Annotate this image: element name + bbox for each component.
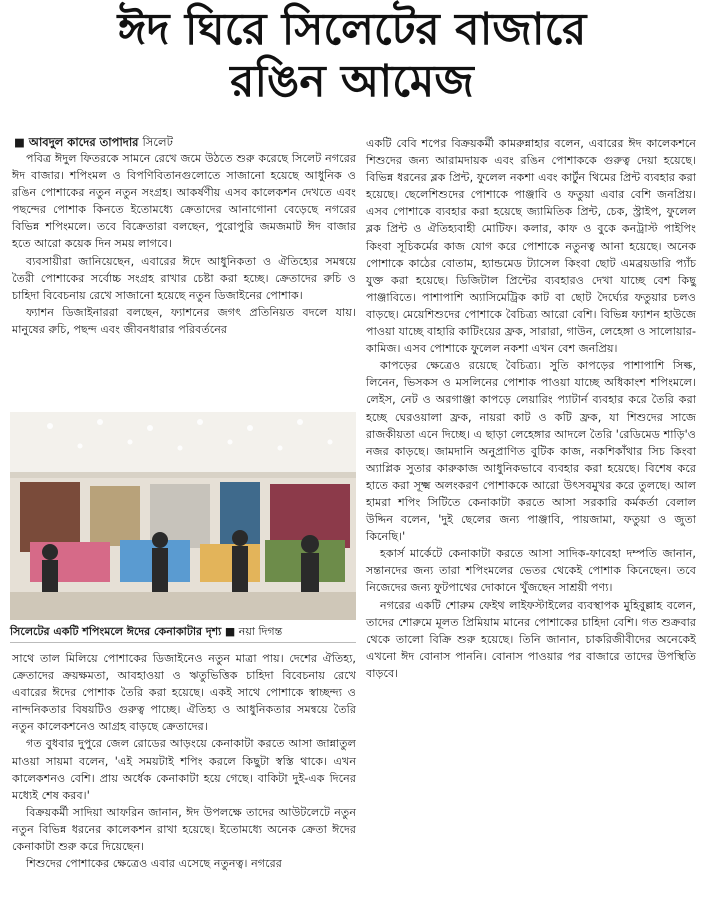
paragraph: একটি বেবি শপের বিক্রয়কর্মী কামরুন্নাহার বলেন, এবারের ঈদ কালেকশনে শিশুদের জন্য আরামদায়ক এবং রঙিন পোশাককে গুরুত্ব দেয়া হয়েছে। বিভিন্ন ধরনের ব্লক প্রিন্ট, ফুলেল নকশা এবং কার্টুন থিমের প্রিন্ট ব্যবহার করা হয়েছে। ছেলেশিশুদের পোশাকে পাঞ্জাবি ও ফতুয়া এবার বেশি জনপ্রিয়। এসব পোশাকে ব্যবহার করা হয়েছে জ্যামিতিক প্রিন্ট, চেক, স্ট্রাইপ, ফুলেল ব্লক প্রিন্ট ও ঐতিহ্যবাহী মোটিফ। কলার, কাফ ও বুকে কনট্রাস্ট পাইপিং কিংবা সূচিকর্মের কাজ যোগ করে পোশাকে নতুনত্ব আনা হয়েছে। অনেক পোশাকে কাঠের বোতাম, হ্যান্ডমেড ট্যাসেল কিংবা ছোট এমব্রয়ডারি প্যাঁচ যুক্ত করা হয়েছে। ডিজিটাল প্রিন্টের ব্যবহারও দেখা যাচ্ছে বেশ কিছু পাঞ্জাবিতে। পাশাপাশি অ্যাসিমেট্রিক কাট বা ছোট দৈর্ঘ্যের ফতুয়ার চলও বাড়ছে। মেয়েশিশুদের পোশাকে বৈচিত্র্য আরো বেশি। বিভিন্ন ফ্যাশন হাউজে পাওয়া যাচ্ছে বাহারি কাটিংয়ের ফ্রক, সারারা, গাউন, লেহেঙ্গা ও সালোয়ার-কামিজ। এসব পোশাকে ফুলেল নকশা এখন বেশ জনপ্রিয়। <box>366 137 696 356</box>
caption-divider <box>10 642 356 643</box>
byline-location: সিলেট <box>142 135 173 149</box>
paragraph: সাথে তাল মিলিয়ে পোশাকের ডিজাইনেও নতুন মাত্রা পায়। দেশের ঐতিহ্য, ক্রেতাদের ক্রয়ক্ষমতা, আবহাওয়া ও ঋতুভিত্তিক চাহিদা বিবেচনায় রেখে এবারের ঈদের পোশাক তৈরি করা হয়েছে। একই সাথে পোশাকে স্বাচ্ছন্দ্য ও নান্দনিকতার বিষয়টিও গুরুত্ব পাচ্ছে। ঐতিহ্য ও আধুনিকতার সমন্বয়ে তৈরি নতুন কালেকশনেও আগ্রহ বাড়ছে ক্রেতাদের। <box>12 652 356 734</box>
shopping-mall-photo <box>10 412 356 620</box>
paragraph: ফ্যাশন ডিজাইনাররা বলছেন, ফ্যাশনের জগৎ প্রতিনিয়ত বদলে যায়। মানুষের রুচি, পছন্দ এবং জীবনধারার পরিবর্তনের <box>12 305 356 336</box>
article-headline <box>0 4 704 108</box>
photo-credit: নয়া দিগন্ত <box>238 625 283 638</box>
paragraph: শিশুদের পোশাকের ক্ষেত্রেও এবার এসেছে নতুনত্ব। নগরের <box>26 857 282 871</box>
headline-line-1: ঈদ ঘিরে সিলেটের বাজারে <box>117 4 587 55</box>
caption-text: সিলেটের একটি শপিংমলে ঈদের কেনাকাটার দৃশ্য <box>10 625 222 638</box>
paragraph: পবিত্র ঈদুল ফিতরকে সামনে রেখে জমে উঠতে শুরু করেছে সিলেট নগরের ঈদ বাজার। শপিংমল ও বিপণিবিতানগুলোতে সাজানো হয়েছে আধুনিক ও রঙিন পোশাকের নতুন নতুন সংগ্রহ। আকর্ষণীয় এসব কালেকশন দেখতে এবং পছন্দের পোশাক কিনতে ইতোমধ্যে ক্রেতাদের আনাগোনা বেড়েছে নগরের বিভিন্ন শপিংমলে। তবে বিক্রেতারা বলছেন, পুরোপুরি জমজমাট ঈদ বাজার হতে আরো কয়েক দিন সময় লাগবে। <box>12 152 356 251</box>
byline <box>14 134 354 150</box>
right-column <box>366 135 696 682</box>
left-column-bottom <box>12 650 356 872</box>
paragraph: ব্যবসায়ীরা জানিয়েছেন, এবারের ঈদে আধুনিকতা ও ঐতিহ্যের সমন্বয়ে তৈরী পোশাকের সর্বোচ্চ সংগ্রহ রাখার চেষ্টা করা হচ্ছে। ক্রেতাদের রুচি ও চাহিদা বিবেচনায় রেখে সাজানো হয়েছে নতুন ডিজাইনের পোশাক। <box>12 254 356 302</box>
byline-author: আবদুল কাদের তাপাদার <box>28 135 139 149</box>
bullet-icon: ■ <box>14 135 29 149</box>
paragraph: নগরের একটি শোরুম ফেইথ লাইফস্টাইলের ব্যবস্থাপক মুহিবুল্লাহ বলেন, তাদের শোরুমে মূলত প্রিমিয়াম মানের পোশাকের চাহিদা বেশি। গত শুক্রবার থেকে তালো বিক্রি শুরু হয়েছে। তিনি জানান, চাকরিজীবীদের অনেকেই এখনো ঈদ বোনাস পাননি। বোনাস পাওয়ার পর বাজারে তাদের উপস্থিতি বাড়বে। <box>366 598 696 680</box>
paragraph: কাপড়ের ক্ষেত্রেও রয়েছে বৈচিত্র্য। সুতি কাপড়ের পাশাপাশি সিল্ক, লিনেন, ভিসকস ও মসলিনের পোশাক পাওয়া যাচ্ছে অধিকাংশ শপিংমলে। লেইস, নেট ও অরগাঞ্জা কাপড়ে লেয়ারিং প্যাটার্ন ব্যবহার করে তৈরি করা হচ্ছে ঘেরওয়ালা ফ্রক, নায়রা কাট ও কটি ফ্রক, যা শিশুদের সাজে রাজকীয়তা এনে দিচ্ছে। এ ছাড়া লেহেঙ্গার আদলে তৈরি 'রেডিমেড শাড়ি'ও নজর কাড়ছে। জামদানি অনুপ্রাণিত বুটিক কাজ, নকশিকাঁথার সিচ কিংবা অ্যাপ্লিক সুতার কারুকাজ আধুনিকভাবে ব্যবহার করা হয়েছে। বিশেষ করে হাতে করা সূক্ষ্ম অলংকরণ পোশাককে আরো উৎসবমুখর করে তুলছে। আল হামরা শপিং সিটিতে কেনাকাটা করতে আসা সরকারি কর্মকর্তা বেলাল উদ্দিন বলেন, 'দুই ছেলের জন্য পাঞ্জাবি, পায়জামা, ফতুয়া ও জুতা কিনেছি।' <box>366 359 696 544</box>
left-column-top <box>12 150 356 338</box>
article-photo <box>10 412 356 620</box>
paragraph: হকার্স মার্কেটে কেনাকাটা করতে আসা সাদিক-ফাবেহা দম্পতি জানান, সন্তানদের জন্য তারা শপিংমলের ভেতর থেকেই পোশাক কিনেছেন। তবে নিজেদের জন্য ফুটপাথের দোকানে খুঁজছেন সাশ্রয়ী পণ্য। <box>366 547 696 595</box>
photo-caption <box>10 624 356 640</box>
caption-separator-icon: ■ <box>224 625 239 638</box>
headline-line-2: রঙিন আমেজ <box>230 56 474 107</box>
paragraph: বিক্রয়কর্মী সাদিয়া আফরিন জানান, ঈদ উপলক্ষে তাদের আউটলেটে নতুন নতুন বিভিন্ন ধরনের কালেকশন রাখা হয়েছে। ইতোমধ্যে অনেক ক্রেতা ঈদের কেনাকাটা শুরু করে দিয়েছেন। <box>12 805 356 854</box>
paragraph: গত বুধবার দুপুরে জেল রোডের আড়ংয়ে কেনাকাটা করতে আসা জান্নাতুল মাওয়া সায়মা বলেন, 'এই সময়টাই শপিং করলে কিছুটা স্বস্তি থাকে। এখন কালেকশনও বেশি। প্রায় অর্ধেক কেনাকাটা হয়ে গেছে। বাকিটা দুই-এক দিনের মধ্যেই শেষ করব।' <box>12 737 356 802</box>
